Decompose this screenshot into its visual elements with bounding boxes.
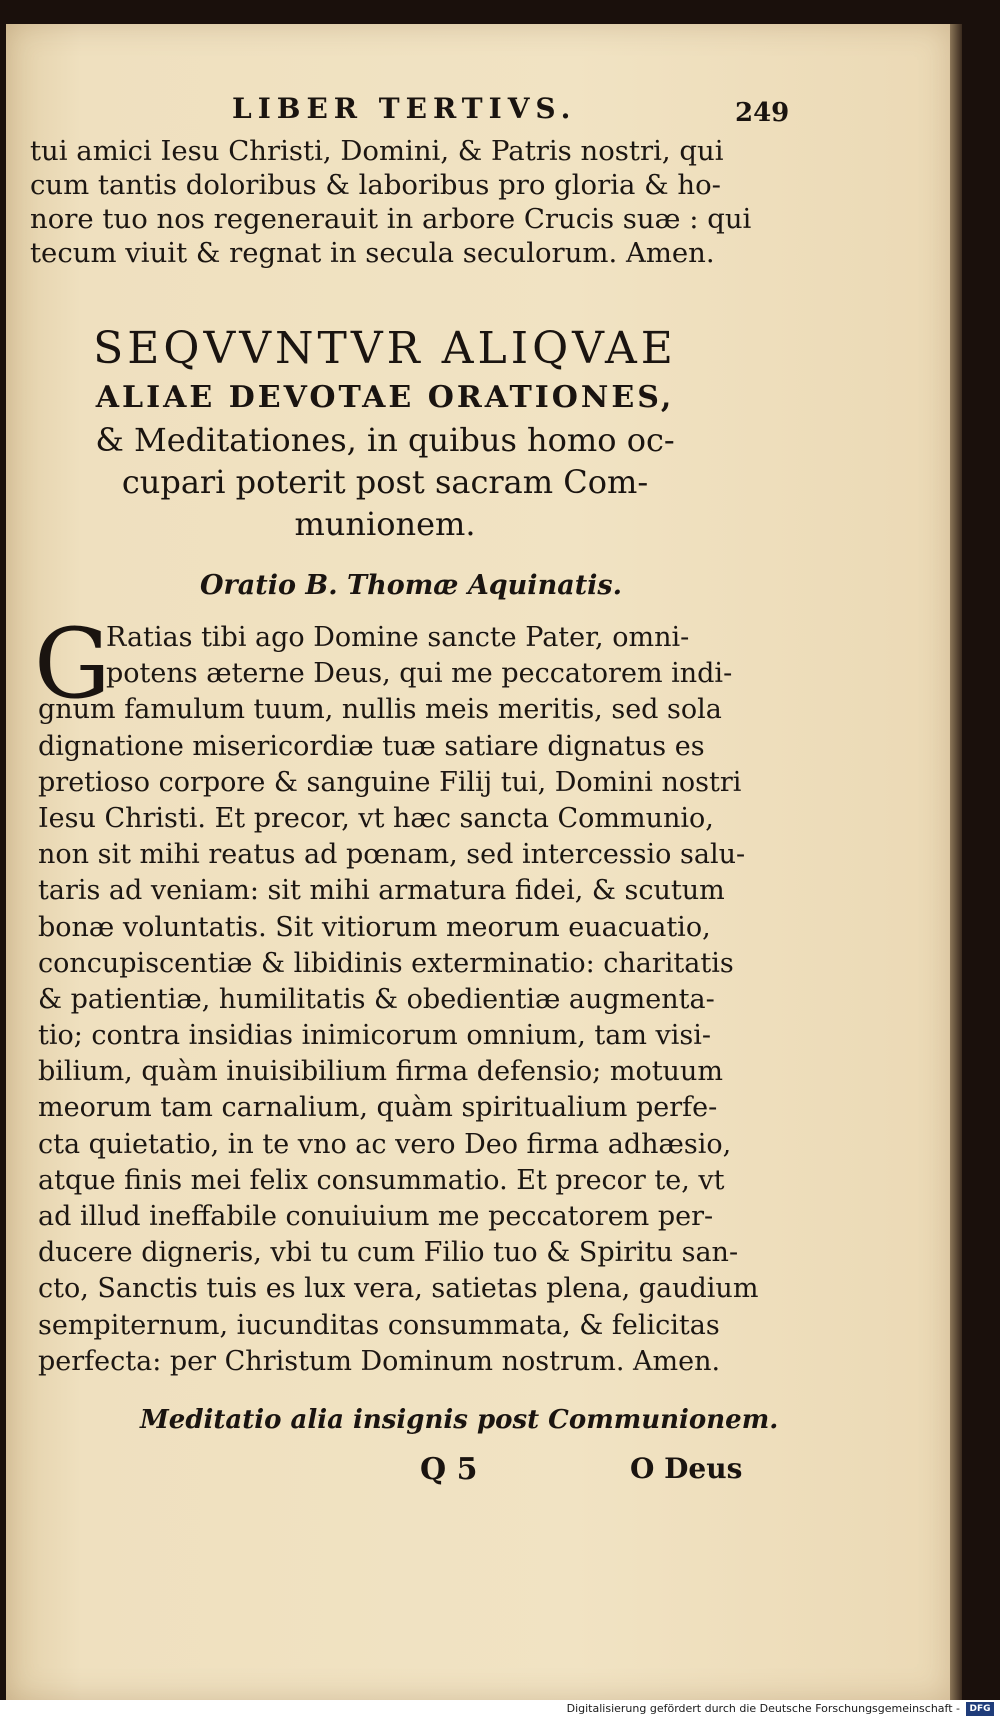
text-line: ad illud ineffabile conuiuium me peccatorem per-: [38, 1201, 714, 1232]
text-line: pretioso corpore & sanguine Filij tui, Domini nostri: [38, 766, 742, 798]
catchword: O Deus: [630, 1452, 743, 1485]
text-line: potens æterne Deus, qui me peccatorem indi-: [106, 658, 733, 690]
page-header: [0, 92, 1000, 132]
running-title: LIBER TERTIVS.: [232, 92, 577, 125]
text-line: Ratias tibi ago Domine sancte Pater, omni-: [106, 622, 690, 653]
meditation-title: Meditatio alia insignis post Communionem.: [140, 1405, 779, 1435]
footer-credit: Digitalisierung gefördert durch die Deutsche Forschungsgemeinschaft -: [566, 1702, 960, 1715]
text-line: meorum tam carnalium, quàm spiritualium perfe-: [38, 1092, 718, 1124]
heading-line: SEQVVNTVR ALIQVAE: [93, 323, 677, 374]
drop-cap: G: [34, 608, 111, 720]
section-heading: [25, 323, 745, 545]
text-line: bilium, quàm inuisibilium firma defensio; motuum: [38, 1056, 723, 1088]
text-line: bonæ voluntatis. Sit vitiorum meorum euacuatio,: [38, 911, 711, 943]
heading-line: & Meditationes, in quibus homo oc-: [95, 421, 675, 459]
text-line: tio; contra insidias inimicorum omnium, tam visi-: [38, 1020, 712, 1052]
text-line: cum tantis doloribus & laboribus pro gloria & ho-: [30, 169, 721, 201]
dfg-logo: DFG: [966, 1702, 994, 1716]
heading-line: munionem.: [294, 505, 476, 543]
footer-bar: [0, 1700, 1000, 1719]
opening-text: [30, 134, 752, 270]
text-line: concupiscentiæ & libidinis exterminatio: charitatis: [38, 947, 734, 979]
heading-line: cupari poterit post sacram Com-: [121, 463, 649, 501]
text-line: & patientiæ, humilitatis & obedientiæ augmenta-: [38, 983, 715, 1015]
text-line: taris ad veniam: sit mihi armatura fidei, & scutum: [38, 875, 725, 907]
text-line: cta quietatio, in te vno ac vero Deo firma adhæsio,: [38, 1128, 732, 1160]
signature-mark: Q 5: [420, 1452, 478, 1487]
text-line: perfecta: per Christum Dominum nostrum. Amen.: [38, 1345, 721, 1377]
page-number: 249: [735, 98, 790, 128]
text-line: tui amici Iesu Christi, Domini, & Patris nostri, qui: [30, 135, 724, 167]
text-line: tecum viuit & regnat in secula seculorum. Amen.: [30, 237, 715, 269]
text-line: ducere digneris, vbi tu cum Filio tuo & Spiritu san-: [38, 1237, 739, 1269]
text-line: atque finis mei felix consummatio. Et precor te, vt: [38, 1164, 725, 1196]
text-line: gnum famulum tuum, nullis meis meritis, sed sola: [38, 694, 722, 726]
text-line: dignatione misericordiæ tuæ satiare dignatus es: [38, 730, 705, 762]
text-line: non sit mihi reatus ad pœnam, sed intercessio salu-: [38, 839, 746, 871]
text-line: nore tuo nos regenerauit in arbore Crucis suæ : qui: [30, 203, 752, 235]
prayer-text: [38, 620, 759, 1380]
heading-line: ALIAE DEVOTAE ORATIONES,: [95, 380, 675, 415]
prayer-title: Oratio B. Thomæ Aquinatis.: [200, 570, 623, 601]
text-line: Iesu Christi. Et precor, vt hæc sancta Communio,: [38, 802, 714, 834]
text-line: sempiternum, iucunditas consummata, & felicitas: [38, 1309, 720, 1341]
page-edge: [950, 24, 962, 1700]
text-line: cto, Sanctis tuis es lux vera, satietas plena, gaudium: [38, 1273, 759, 1305]
